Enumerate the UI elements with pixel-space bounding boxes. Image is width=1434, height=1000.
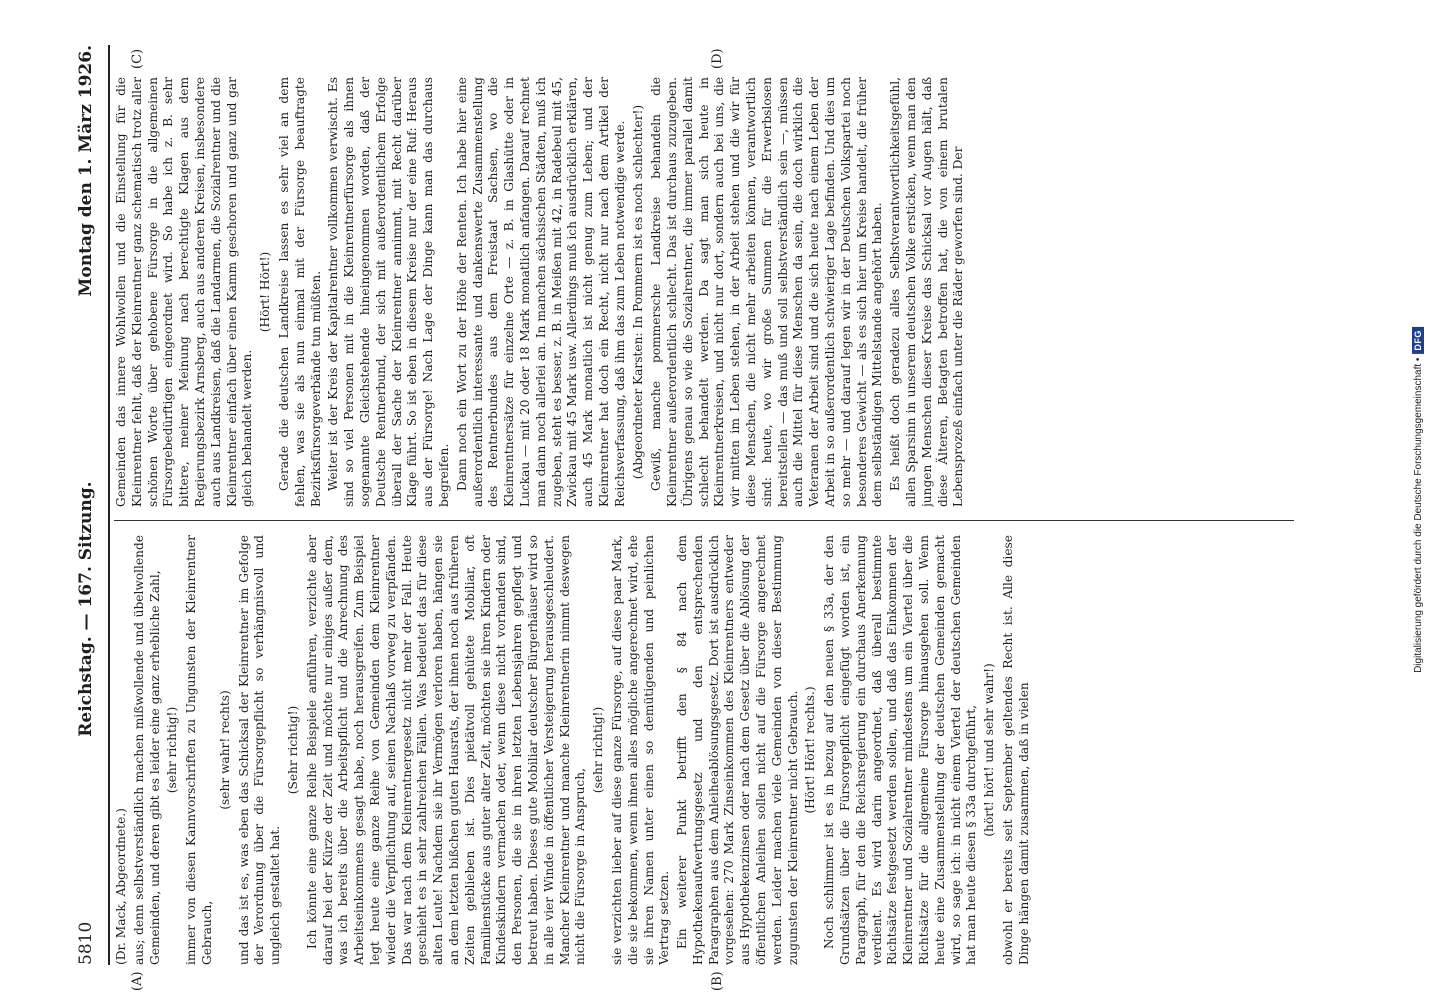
right-column — [114, 77, 1294, 507]
interjection: (hört! hört! und sehr wahr!) — [982, 663, 997, 837]
header-rule — [108, 45, 110, 965]
paragraph: Gewiß, manche pommersche Landkreise behandeln die Kleinrentner außerordentlich schlecht. Das ist durchaus zuzugeben. Übrigens genau so wie die Sozialrentner, die immer parallel damit schlecht behandelt werden. Da sagt man sich heute in Kleinrentnerkreisen, und nicht nur dort, sondern auch bei uns, die wir mitten im Leben stehen, in der Arbeit stehen und die wir für diese Menschen, die nicht mehr arbeiten können, verantwortlich sind: heute, wo wir große Summen für die Erwerbslosen bereitstellen — das muß und soll selbstverständlich sein —, müssen auch die Mittel für diese Menschen da sein, die doch wirklich die Veteranen der Arbeit sind und die sich heute nach einem Leben der Arbeit in so außerordentlich schwieriger Lage befinden. Und dies um so mehr — und darauf legen wir in der Deutschen Volkspartei noch besonderes Gewicht — als es sich hier um Kreise handelt, die früher dem selbständigen Mittelstande angehört haben. — [649, 77, 885, 507]
credit-text: Digitalisierung gefördert durch die Deutsche Forschungsgemeinschaft • — [1412, 357, 1424, 673]
dfg-logo-icon: DFG — [1412, 327, 1424, 354]
margin-marker-b: (B) — [710, 971, 725, 991]
session-date: Montag den 1. März 1926. — [76, 45, 96, 297]
margin-marker-a: (A) — [130, 971, 145, 991]
paragraph: Dann noch ein Wort zu der Höhe der Renten. Ich habe hier eine außerordentlich interessante und dankenswerte Zusammenstellung des Rentnerbundes aus dem Freistaat Sachsen, wo die Kleinrentnersätze für einzelne Orte — z. B. in Glashütte oder in Luckau — mit 20 oder 18 Mark monatlich anfangen. Darauf rechnet man dann noch allerlei an. In manchen sächsischen Städten, muß ich zugeben, steht es besser, z. B. in Meißen mit 42, in Radebeul mit 45, Zwickau mit 45 Mark usw. Allerdings muß ich ausdrücklich erklären, auch 45 Mark monatlich ist nicht genug zum Leben; und der Kleinrentner hat doch ein Recht, nicht nur nach dem Artikel der Reichsverfassung, daß ihm das zum Leben notwendige werde. — [454, 77, 627, 507]
paragraph: Gerade die deutschen Landkreise lassen es sehr viel an dem fehlen, was sie als nun einmal mit der Fürsorge beauftragte Bezirksfürsorgeverbände tun müßten. — [276, 77, 323, 507]
running-head — [76, 45, 106, 965]
paragraph: Noch schlimmer ist es in bezug auf den neuen § 33a, der den Grundsätzen über die Fürsorgepflicht eingefügt worden ist, ein Paragraph, für den die Reichsregierung ein durchaus Anerkennung verdient. Es wird darin angeordnet, daß überall bestimmte Richtsätze festgesetzt werden sollen, und daß das Einkommen der Kleinrentner und Sozialrentner mindestens um ein Viertel über die Richtsätze für die allgemeine Fürsorge hinausgehen soll. Wenn heute eine Zusammenstellung der deutschen Gemeinden gemacht wird, so sage ich: in nicht einem Viertel der deutschen Gemeinden hat man heute diesen § 33a durchgeführt, — [822, 535, 979, 965]
paragraph: aus; denn selbstverständlich machen mißwollende und übelwollende Gemeinden, und deren gibt es leider eine ganz erhebliche Zahl, — [131, 535, 162, 965]
paragraph: (Dr. Mack, Abgeordnete.) — [114, 808, 128, 965]
paragraph: und das ist es, was eben das Schicksal der Kleinrentner im Gefolge der Verordnung über die Fürsorgepflicht so verhängnisvoll und ungleich gestaltet hat. — [236, 535, 283, 965]
session-title: Reichstag. — 167. Sitzung. — [76, 481, 96, 737]
paragraph: Es heißt doch geradezu alles Selbstverantwortlichkeitsgefühl, allen Sparsinn in unserem deutschen Volke ersticken, wenn man den jungen Menschen dieser Kreise das Schicksal vor Augen hält, daß diese Älteren, Betagten betroffen hat, die von einem brutalen Lebensprozeß einfach unter die Räder geworfen sind. Der — [888, 77, 966, 507]
paragraph: immer von diesen Kannvorschriften zu Ungunsten der Kleinrentner Gebrauch, — [184, 535, 214, 965]
paragraph: Gemeinden das innere Wohlwollen und die Einstellung für die Kleinrentner fehlt, daß der Kleinrentner ganz schematisch trotz aller schönen Worte über gehobene Fürsorge in die allgemeinen Fürsorgebedürftigen eingeordnet wird. So habe ich z. B. sehr bittere, meiner Meinung nach berechtigte Klagen aus dem Regierungsbezirk Arnsberg, auch aus anderen Kreisen, insbesondere auch aus Landkreisen, daß die Landarmen, die Sozialrentner und die Kleinrentner einfach über einen Kamm geschoren und ganz und gar gleich behandelt werden. — [114, 77, 255, 507]
interjection: (Hört! Hört!) — [258, 251, 273, 333]
margin-marker-d: (D) — [710, 48, 725, 69]
interjection: (Sehr richtig!) — [285, 705, 300, 795]
margin-marker-c: (C) — [130, 48, 145, 69]
digitization-credit — [1412, 327, 1424, 673]
interjection: (sehr wahr! rechts) — [217, 690, 232, 810]
paragraph: Ein weiterer Punkt betrifft den § 84 nach dem Hypothekenaufwertungsgesetz und den entsprechenden Paragraphen aus dem Anleiheablösungsgesetz. Dort ist ausdrücklich vorgesehen: 270 Mark Zinseinkommen des Kleinrentners entweder aus Hypothekenzinsen oder nach dem Gesetz über die Ablösung der öffentlichen Anleihen sollen nicht auf die Fürsorge angerechnet werden. Leider machen viele Gemeinden von dieser Bestimmung zugunsten der Kleinrentner nicht Gebrauch. — [675, 535, 800, 965]
scanned-page — [70, 45, 1300, 991]
left-column — [114, 535, 1294, 965]
interjection: (Abgeordneter Karsten: In Pommern ist es noch schlechter!) — [630, 104, 645, 480]
interjection: (sehr richtig!) — [591, 706, 606, 794]
paragraph: Weiter ist der Kreis der Kapitalrentner vollkommen verwischt. Es sind so viel Personen mit in die Kleinrentnerfürsorge als ihnen sogenannte Gleichstehende hineingenommen worden, daß der Deutsche Rentnerbund, der sich mit außerordentlichem Erfolge überall der Sache der Kleinrentner annimmt, mit Recht darüber Klage führt. So ist eben in diesem Kreise nur der eine Ruf: Heraus aus der Fürsorge! Nach Lage der Dinge kann man das durchaus begreifen. — [326, 77, 451, 507]
interjection: (Hört! Hört! rechts.) — [803, 686, 818, 814]
paragraph: Ich könnte eine ganze Reihe Beispiele anführen, verzichte aber darauf bei der Kürze der Zeit und möchte nur einiges außer dem, was ich bereits über die Arbeitspflicht und die Anrechnung des Arbeitseinkommens gesagt habe, noch herausgreifen. Zum Beispiel legt heute eine ganze Reihe von Gemeinden dem Kleinrentner wieder die Verpflichtung auf, seinen Nachlaß vorweg zu verpfänden. Das war nach dem Kleinrentnergesetz nicht mehr der Fall. Heute geschieht es in sehr zahlreichen Fällen. Was bedeutet das für diese alten Leute! Nachdem sie ihr Vermögen verloren haben, hängen sie an dem letzten bißchen guten Hausrats, der ihnen noch aus früheren Zeiten geblieben ist. Dies pietätvoll gehütete Mobiliar, oft Familienstücke aus guter alter Zeit, möchten sie ihren Kindern oder Kindeskindern vermachen oder, wenn diese nicht vorhanden sind, den Personen, die sie in ihren letzten Lebensjahren gepflegt und betreut haben. Dieses gute Mobiliar deutscher Bürgerhäuser wird so in alle vier Winde in öffentlicher Versteigerung herausgeschleudert. Mancher Kleinrentner und manche Kleinrentnerin nimmt deswegen nicht die Fürsorge in Anspruch, — [304, 535, 588, 965]
paragraph: obwohl er bereits seit September geltendes Recht ist. Alle diese Dinge hängen damit zusammen, daß in vielen — [1001, 535, 1031, 965]
paragraph: sie verzichten lieber auf diese ganze Fürsorge, auf diese paar Mark, die sie bekommen, wenn ihnen alles mögliche angerechnet wird, ehe sie ihren Namen unter einen so demütigenden und peinlichen Vertrag setzen. — [609, 535, 672, 965]
page-number: 5810 — [76, 921, 96, 965]
interjection: (sehr richtig!) — [165, 706, 180, 794]
column-divider — [114, 520, 1294, 521]
